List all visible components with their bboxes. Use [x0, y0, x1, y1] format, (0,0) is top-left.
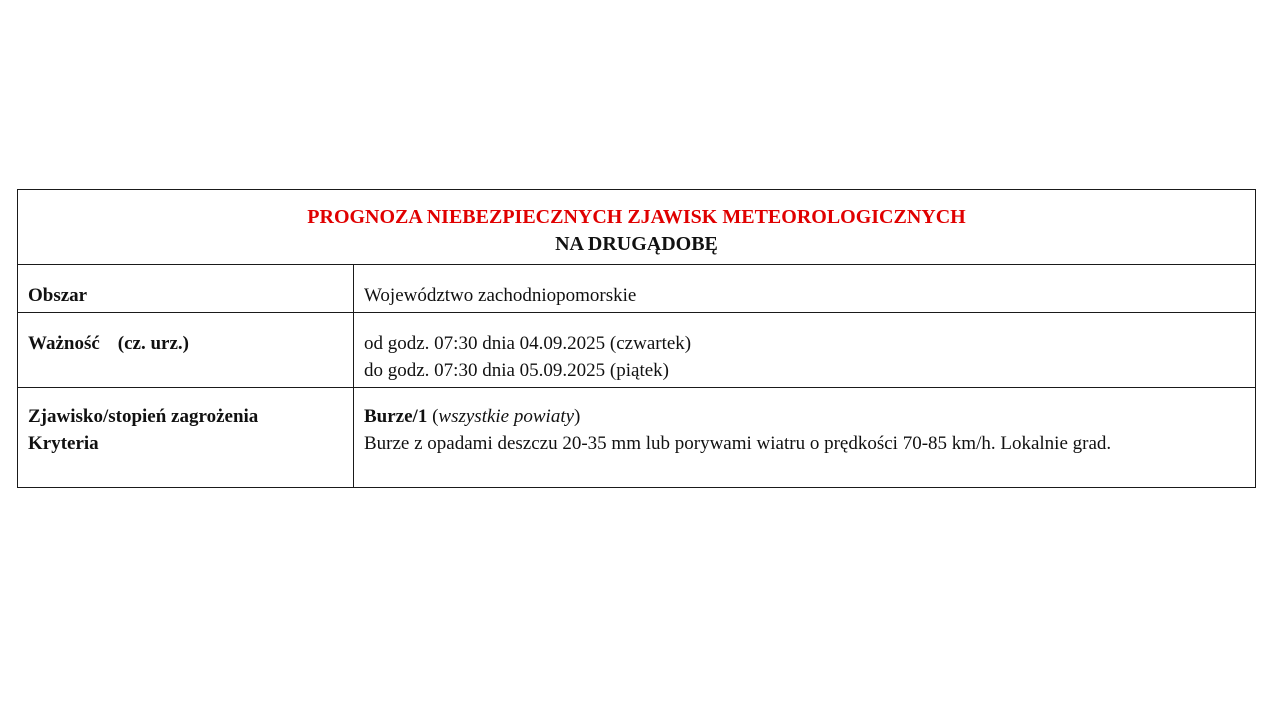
phenomenon-label-cell — [18, 388, 354, 488]
warning-table — [17, 189, 1256, 488]
phenomenon-label: Zjawisko/stopień zagrożenia — [28, 406, 259, 427]
validity-label: Ważność — [28, 333, 100, 354]
phenomenon-value-cell — [354, 388, 1256, 488]
validity-row — [18, 313, 1256, 388]
area-row — [18, 265, 1256, 313]
area-label: Obszar — [18, 265, 354, 313]
phenomenon-row — [18, 388, 1256, 488]
validity-label-cell — [18, 313, 354, 388]
validity-from: od godz. 07:30 dnia 04.09.2025 (czwartek) — [364, 333, 692, 354]
document-title: PROGNOZA NIEBEZPIECZNYCH ZJAWISK METEOROLOGICZNYCH — [307, 206, 966, 228]
validity-value-cell — [354, 313, 1256, 388]
header-cell — [18, 190, 1256, 265]
criteria-label: Kryteria — [28, 433, 99, 454]
scope-open: ( — [427, 406, 439, 427]
scope-close: ) — [574, 406, 581, 427]
validity-label-suffix: (cz. urz.) — [117, 333, 189, 354]
area-value: Województwo zachodniopomorskie — [354, 265, 1256, 313]
validity-to: do godz. 07:30 dnia 05.09.2025 (piątek) — [364, 360, 670, 381]
phenomenon-criteria: Burze z opadami deszczu 20-35 mm lub porywami wiatru o prędkości 70-85 km/h. Lokalnie grad. — [364, 433, 1112, 454]
phenomenon-level: Burze/1 — [364, 406, 428, 427]
document-subtitle: NA DRUGĄDOBĘ — [555, 233, 718, 255]
phenomenon-scope: wszystkie powiaty — [438, 406, 575, 427]
phenomenon-level-line — [364, 403, 1245, 430]
header-row — [18, 190, 1256, 265]
